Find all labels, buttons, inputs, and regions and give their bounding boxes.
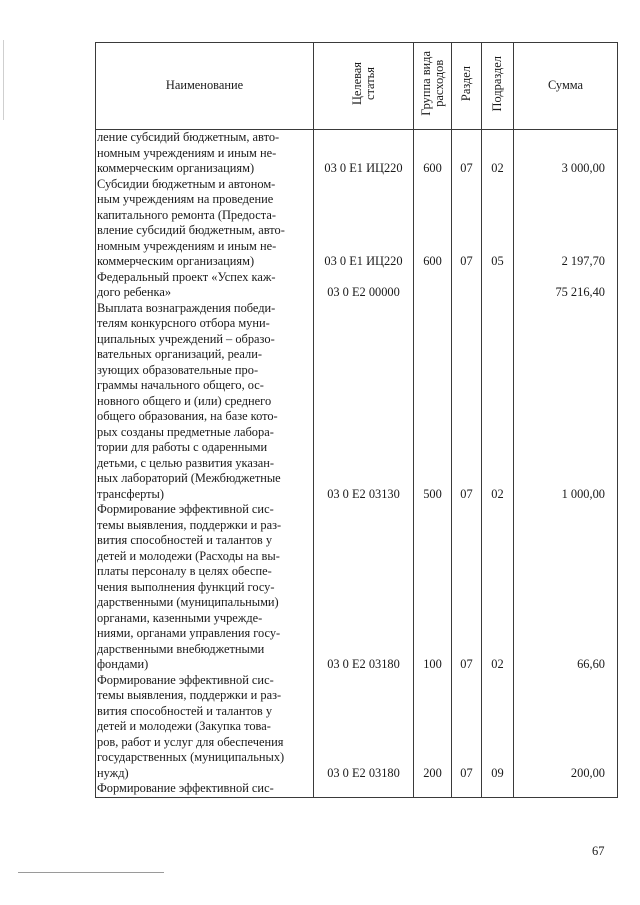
table-row xyxy=(96,781,618,797)
header-expense-group: Группа вида расходов xyxy=(414,43,452,130)
row-target-article: 03 0 Е2 00000 xyxy=(314,270,414,301)
header-section: Раздел xyxy=(452,43,482,130)
table-header xyxy=(96,43,618,130)
row-subsection: 05 xyxy=(482,177,514,270)
row-sum: 1 000,00 xyxy=(514,301,618,503)
row-section: 07 xyxy=(452,130,482,177)
row-subsection: 02 xyxy=(482,130,514,177)
row-sum: 200,00 xyxy=(514,673,618,782)
scan-edge-mark xyxy=(3,40,4,120)
row-target-article: 03 0 Е1 ИЦ220 xyxy=(314,177,414,270)
row-expense-group: 600 xyxy=(414,177,452,270)
row-target-article xyxy=(314,781,414,797)
table-row xyxy=(96,177,618,270)
row-section: 07 xyxy=(452,301,482,503)
row-expense-group: 100 xyxy=(414,502,452,673)
row-sum: 75 216,40 xyxy=(514,270,618,301)
header-name: Наименование xyxy=(96,43,314,130)
table-row xyxy=(96,301,618,503)
row-name: ление субсидий бюджетным, авто- номным учреждениям и иным не- коммерческим организациям) xyxy=(96,130,314,177)
row-sum: 3 000,00 xyxy=(514,130,618,177)
row-name: Формирование эффективной сис- темы выявления, поддержки и раз- вития способностей и талантов у детей и молодежи (Расходы на вы- платы персоналу в целях обеспе- чения выполнения функций госу- дарственными (муниципальными) органами, казенными учрежде- ниями, органами управления госу- дарственными внебюджетными фондами) xyxy=(96,502,314,673)
row-subsection: 02 xyxy=(482,502,514,673)
table-row xyxy=(96,673,618,782)
row-section: 07 xyxy=(452,673,482,782)
row-section: 07 xyxy=(452,502,482,673)
row-expense-group: 600 xyxy=(414,130,452,177)
row-subsection: 02 xyxy=(482,301,514,503)
row-subsection xyxy=(482,781,514,797)
footer-rule xyxy=(18,872,164,873)
row-target-article: 03 0 Е1 ИЦ220 xyxy=(314,130,414,177)
table-row xyxy=(96,270,618,301)
row-name: Формирование эффективной сис- темы выявления, поддержки и раз- вития способностей и талантов у детей и молодежи (Закупка това- ров, работ и услуг для обеспечения государственных (муниципальных) нужд) xyxy=(96,673,314,782)
page-number: 67 xyxy=(592,844,605,858)
row-sum: 66,60 xyxy=(514,502,618,673)
row-expense-group xyxy=(414,781,452,797)
row-section xyxy=(452,270,482,301)
row-name: Формирование эффективной сис- xyxy=(96,781,314,797)
budget-table xyxy=(95,42,618,798)
header-sum: Сумма xyxy=(514,43,618,130)
row-subsection xyxy=(482,270,514,301)
row-sum: 2 197,70 xyxy=(514,177,618,270)
table-row xyxy=(96,130,618,177)
row-sum xyxy=(514,781,618,797)
header-subsection: Подраздел xyxy=(482,43,514,130)
row-expense-group xyxy=(414,270,452,301)
row-target-article: 03 0 Е2 03180 xyxy=(314,673,414,782)
row-name: Выплата вознаграждения победи- телям конкурсного отбора муни- ципальных учреждений – образо- вательных организаций, реали- зующих образовательные про- граммы начального общего, ос- новного общего и (или) среднего общего образования, на базе кото- рых созданы предметные лабора- тории для работы с одаренными детьми, с целью развития указан- ных лабораторий (Межбюджетные трансферты) xyxy=(96,301,314,503)
header-target-article: Целевая статья xyxy=(314,43,414,130)
row-target-article: 03 0 Е2 03130 xyxy=(314,301,414,503)
row-name: Субсидии бюджетным и автоном- ным учреждениям на проведение капитального ремонта (Предоста- вление субсидий бюджетным, авто- номным учреждениям и иным не- коммерческим организациям) xyxy=(96,177,314,270)
row-name: Федеральный проект «Успех каж- дого ребенка» xyxy=(96,270,314,301)
row-expense-group: 500 xyxy=(414,301,452,503)
row-section: 07 xyxy=(452,177,482,270)
row-target-article: 03 0 Е2 03180 xyxy=(314,502,414,673)
row-section xyxy=(452,781,482,797)
row-subsection: 09 xyxy=(482,673,514,782)
table-row xyxy=(96,502,618,673)
row-expense-group: 200 xyxy=(414,673,452,782)
